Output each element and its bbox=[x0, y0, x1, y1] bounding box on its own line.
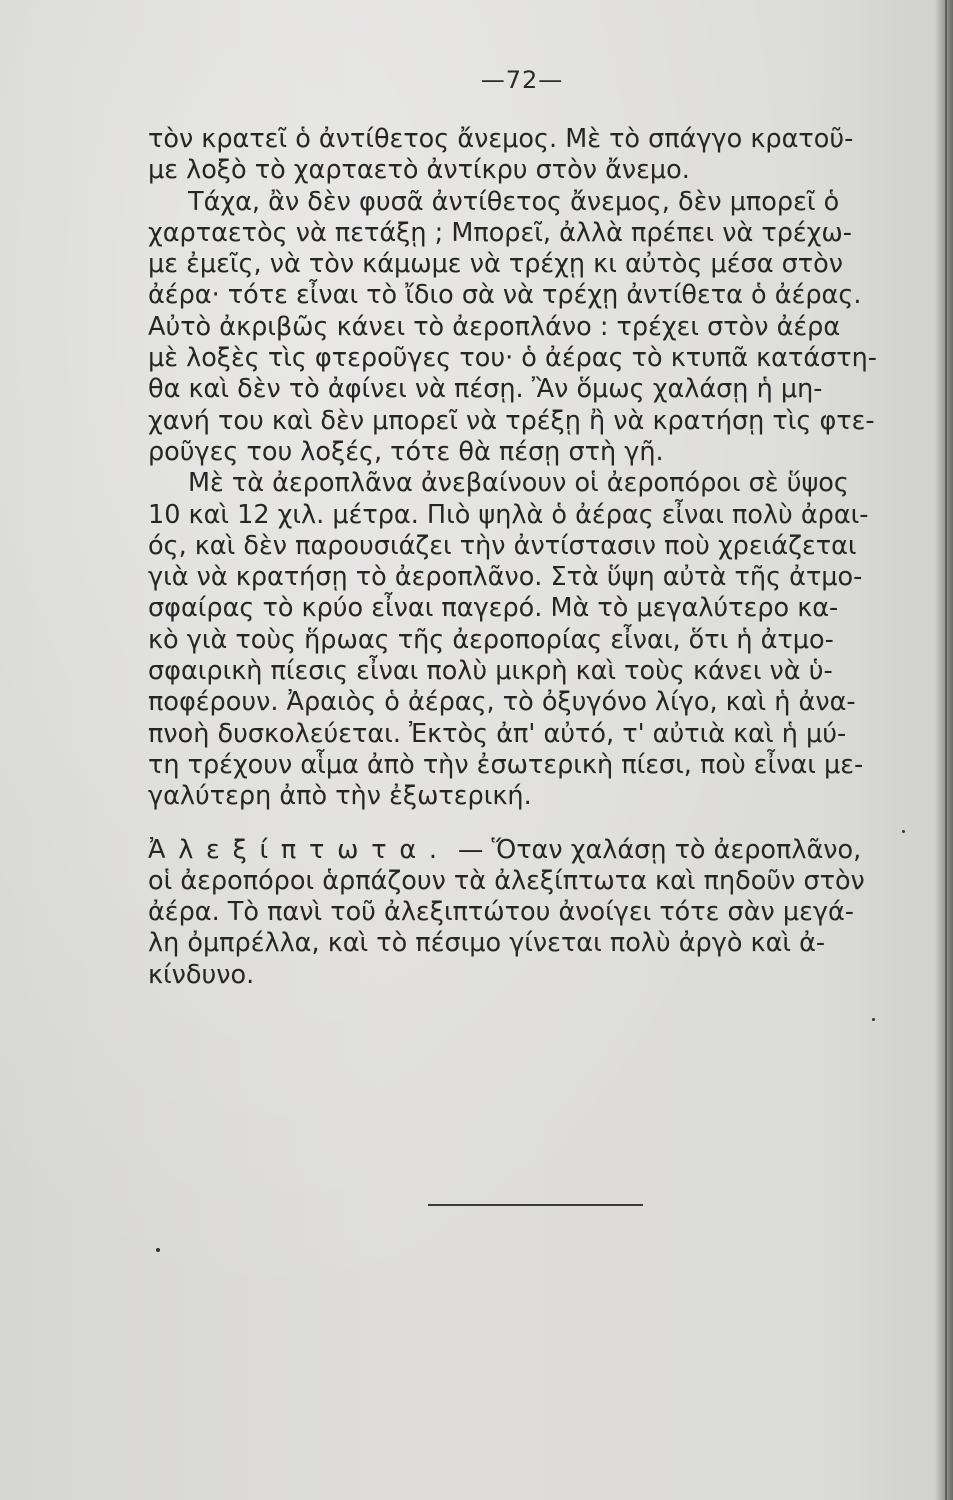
text-line: κὸ γιὰ τοὺς ἥρωας τῆς ἀεροπορίας εἶναι, ὅτι ἡ ἀτμο- bbox=[148, 624, 834, 655]
spine-shadow bbox=[935, 0, 953, 1500]
text-line: Αὐτὸ ἀκριβῶς κάνει τὸ ἀεροπλάνο : τρέχει στὸν ἀέρα bbox=[148, 311, 841, 342]
text-line: τὸν κρατεῖ ὁ ἀντίθετος ἄνεμος. Μὲ τὸ σπάγγο κρατοῦ- bbox=[148, 124, 854, 154]
text-line: χανή του καὶ δὲν μπορεῖ νὰ τρέξῃ ἢ νὰ κρατήσῃ τὶς φτε- bbox=[148, 405, 875, 436]
text-line: με λοξὸ τὸ χαρταετὸ ἀντίκρυ στὸν ἄνεμο. bbox=[148, 155, 690, 186]
text-line: θα καὶ δὲν τὸ ἀφίνει νὰ πέσῃ. Ἂν ὅμως χαλάσῃ ἡ μη- bbox=[148, 374, 823, 405]
paragraph-2 bbox=[148, 187, 910, 469]
text-line: μὲ λοξὲς τὶς φτεροῦγες του· ὁ ἀέρας τὸ κτυπᾶ κατάστη- bbox=[148, 343, 878, 374]
text-line: σφαιρικὴ πίεσις εἶναι πολὺ μικρὴ καὶ τοὺς κάνει νὰ ὑ- bbox=[148, 656, 833, 687]
text-line: Μὲ τὰ ἀεροπλᾶνα ἀνεβαίνουν οἱ ἀεροπόροι σὲ ὕψος bbox=[188, 468, 849, 499]
page-edge bbox=[945, 0, 947, 1500]
text-line: ποφέρουν. Ἀραιὸς ὁ ἀέρας, τὸ ὀξυγόνο λίγο, καὶ ἡ ἀνα- bbox=[148, 687, 856, 718]
text-line: γαλύτερη ἀπὸ τὴν ἐξωτερική. bbox=[148, 781, 532, 812]
text-line: ἀέρα· τότε εἶναι τὸ ἴδιο σὰ νὰ τρέχῃ ἀντίθετα ὁ ἀέρας. bbox=[148, 280, 862, 311]
paragraph-1 bbox=[148, 124, 910, 187]
text-line: σφαίρας τὸ κρύο εἶναι παγερό. Μὰ τὸ μεγαλύτερο κα- bbox=[148, 593, 839, 624]
heading-line-rest: — Ὅταν χαλάσῃ τὸ ἀεροπλᾶνο, bbox=[449, 834, 862, 865]
body-text bbox=[148, 124, 910, 991]
paragraph-4 bbox=[148, 835, 910, 991]
page-number: —72— bbox=[480, 66, 564, 94]
text-line: γιὰ νὰ κρατήσῃ τὸ ἀεροπλᾶνο. Στὰ ὕψη αὐτὰ τῆς ἀτμο- bbox=[148, 562, 863, 593]
text-line: χαρταετὸς νὰ πετάξῃ ; Μπορεῖ, ἀλλὰ πρέπει νὰ τρέχω- bbox=[148, 217, 852, 248]
text-line: ός, καὶ δὲν παρουσιάζει τὴν ἀντίστασιν ποὺ χρειάζεται bbox=[148, 530, 857, 561]
text-line: με ἐμεῖς, νὰ τὸν κάμωμε νὰ τρέχῃ κι αὐτὸς μέσα στὸν bbox=[148, 249, 843, 280]
paragraph-3 bbox=[148, 468, 910, 812]
text-line: 10 καὶ 12 χιλ. μέτρα. Πιὸ ψηλὰ ὁ ἀέρας εἶναι πολὺ ἀραι- bbox=[148, 499, 869, 530]
end-rule bbox=[428, 1204, 643, 1206]
ink-speck bbox=[902, 830, 905, 833]
text-line bbox=[148, 835, 910, 866]
text-line: πνοὴ δυσκολεύεται. Ἐκτὸς ἀπ' αὐτό, τ' αὐτιὰ καὶ ἡ μύ- bbox=[148, 718, 847, 749]
section-gap bbox=[148, 813, 910, 835]
text-line: κίνδυνο. bbox=[148, 959, 255, 990]
text-line: οἱ ἀεροπόροι ἁρπάζουν τὰ ἀλεξίπτωτα καὶ πηδοῦν στὸν bbox=[148, 865, 865, 896]
ink-speck bbox=[156, 1248, 160, 1252]
ink-speck bbox=[872, 1018, 875, 1021]
text-line: λη ὀμπρέλλα, καὶ τὸ πέσιμο γίνεται πολὺ ἀργὸ καὶ ἀ- bbox=[148, 928, 826, 959]
text-line: Τάχα, ἂν δὲν φυσᾶ ἀντίθετος ἄνεμος, δὲν μπορεῖ ὁ bbox=[188, 186, 840, 217]
text-line: τη τρέχουν αἷμα ἀπὸ τὴν ἐσωτερικὴ πίεσι, ποὺ εἶναι με- bbox=[148, 749, 864, 780]
text-line: ροῦγες του λοξές, τότε θὰ πέσῃ στὴ γῆ. bbox=[148, 436, 664, 467]
section-heading: Ἀλεξίπτωτα. bbox=[148, 834, 450, 865]
text-line: ἀέρα. Τὸ πανὶ τοῦ ἀλεξιπτώτου ἀνοίγει τότε σὰν μεγά- bbox=[148, 897, 854, 928]
